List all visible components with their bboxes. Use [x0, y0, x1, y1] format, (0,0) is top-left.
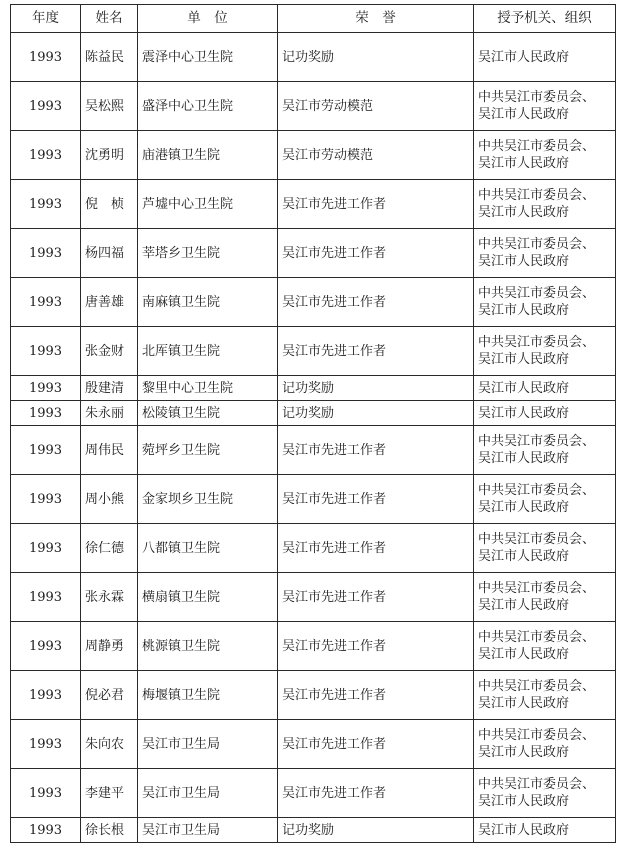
- cell-org: [474, 573, 616, 622]
- cell-name: 唐善雄: [81, 278, 138, 327]
- cell-unit: 南麻镇卫生院: [138, 278, 278, 327]
- cell-org: [474, 327, 616, 376]
- cell-unit: 吴江市卫生局: [138, 818, 278, 843]
- org-line: 中共吴江市委员会、: [478, 777, 596, 792]
- cell-year: 1993: [11, 131, 81, 180]
- cell-name: 周静勇: [81, 622, 138, 671]
- cell-name: 倪 桢: [81, 180, 138, 229]
- org-line: 中共吴江市委员会、: [478, 630, 596, 645]
- cell-unit: 北厍镇卫生院: [138, 327, 278, 376]
- cell-honor: 吴江市劳动模范: [278, 131, 474, 180]
- cell-name: 殷建清: [81, 376, 138, 401]
- cell-unit: 黎里中心卫生院: [138, 376, 278, 401]
- org-line: 中共吴江市委员会、: [478, 434, 596, 449]
- cell-name: 徐长根: [81, 818, 138, 843]
- cell-org: [474, 426, 616, 475]
- cell-year: 1993: [11, 573, 81, 622]
- cell-honor: 吴江市先进工作者: [278, 229, 474, 278]
- cell-year: 1993: [11, 229, 81, 278]
- org-line: 吴江市人民政府: [478, 696, 570, 711]
- cell-name: 杨四福: [81, 229, 138, 278]
- cell-year: 1993: [11, 524, 81, 573]
- cell-year: 1993: [11, 671, 81, 720]
- cell-name: 周小熊: [81, 475, 138, 524]
- cell-unit: 菀坪乡卫生院: [138, 426, 278, 475]
- cell-name: 张永霖: [81, 573, 138, 622]
- cell-org: [474, 769, 616, 818]
- table-row: [11, 278, 616, 327]
- cell-honor: 吴江市先进工作者: [278, 278, 474, 327]
- cell-unit: 松陵镇卫生院: [138, 401, 278, 426]
- header-name: 姓名: [81, 5, 138, 33]
- org-line: 中共吴江市委员会、: [478, 335, 596, 350]
- org-line: 吴江市人民政府: [478, 451, 570, 466]
- table-row: [11, 671, 616, 720]
- org-line: 吴江市人民政府: [478, 794, 570, 809]
- org-line: 中共吴江市委员会、: [478, 679, 596, 694]
- cell-org: [474, 278, 616, 327]
- cell-honor: 吴江市先进工作者: [278, 671, 474, 720]
- cell-honor: 吴江市先进工作者: [278, 180, 474, 229]
- cell-honor: 吴江市先进工作者: [278, 327, 474, 376]
- cell-org: [474, 33, 616, 82]
- org-line: 吴江市人民政府: [478, 107, 570, 122]
- cell-unit: 吴江市卫生局: [138, 720, 278, 769]
- cell-org: [474, 475, 616, 524]
- table-row: [11, 720, 616, 769]
- cell-name: 张金财: [81, 327, 138, 376]
- table-row: [11, 475, 616, 524]
- table-row: [11, 769, 616, 818]
- table-row: [11, 573, 616, 622]
- header-unit: 单 位: [138, 5, 278, 33]
- header-org: 授予机关、组织: [474, 5, 616, 33]
- table-body: [11, 33, 616, 843]
- org-line: 中共吴江市委员会、: [478, 90, 596, 105]
- cell-org: [474, 131, 616, 180]
- org-line: 吴江市人民政府: [478, 745, 570, 760]
- org-line: 吴江市人民政府: [478, 205, 570, 220]
- cell-unit: 震泽中心卫生院: [138, 33, 278, 82]
- cell-name: 李建平: [81, 769, 138, 818]
- cell-honor: 吴江市先进工作者: [278, 769, 474, 818]
- cell-name: 朱永丽: [81, 401, 138, 426]
- table-row: [11, 229, 616, 278]
- cell-org: [474, 180, 616, 229]
- cell-org: [474, 229, 616, 278]
- cell-honor: 吴江市先进工作者: [278, 720, 474, 769]
- org-line: 吴江市人民政府: [478, 156, 570, 171]
- org-line: 吴江市人民政府: [478, 822, 570, 838]
- cell-year: 1993: [11, 818, 81, 843]
- cell-unit: 庙港镇卫生院: [138, 131, 278, 180]
- cell-name: 陈益民: [81, 33, 138, 82]
- honors-table: [10, 4, 616, 843]
- cell-org: [474, 376, 616, 401]
- org-line: 吴江市人民政府: [478, 380, 570, 396]
- cell-honor: 吴江市先进工作者: [278, 524, 474, 573]
- org-line: 吴江市人民政府: [478, 254, 570, 269]
- table-row: [11, 131, 616, 180]
- org-line: 中共吴江市委员会、: [478, 532, 596, 547]
- cell-honor: 记功奖励: [278, 401, 474, 426]
- org-line: 中共吴江市委员会、: [478, 237, 596, 252]
- header-row: [11, 5, 616, 33]
- table-row: [11, 401, 616, 426]
- cell-org: [474, 401, 616, 426]
- cell-honor: 吴江市先进工作者: [278, 475, 474, 524]
- cell-honor: 吴江市先进工作者: [278, 573, 474, 622]
- org-line: 中共吴江市委员会、: [478, 286, 596, 301]
- cell-org: [474, 524, 616, 573]
- table-row: [11, 327, 616, 376]
- cell-org: [474, 622, 616, 671]
- cell-unit: 莘塔乡卫生院: [138, 229, 278, 278]
- header-year: 年度: [11, 5, 81, 33]
- cell-year: 1993: [11, 622, 81, 671]
- org-line: 中共吴江市委员会、: [478, 581, 596, 596]
- cell-unit: 八都镇卫生院: [138, 524, 278, 573]
- cell-year: 1993: [11, 769, 81, 818]
- cell-unit: 桃源镇卫生院: [138, 622, 278, 671]
- cell-org: [474, 671, 616, 720]
- cell-honor: 记功奖励: [278, 376, 474, 401]
- table-row: [11, 524, 616, 573]
- table-row: [11, 426, 616, 475]
- org-line: 吴江市人民政府: [478, 647, 570, 662]
- table-row: [11, 818, 616, 843]
- org-line: 中共吴江市委员会、: [478, 139, 596, 154]
- org-line: 中共吴江市委员会、: [478, 728, 596, 743]
- cell-year: 1993: [11, 401, 81, 426]
- cell-name: 周伟民: [81, 426, 138, 475]
- cell-honor: 记功奖励: [278, 33, 474, 82]
- table-row: [11, 33, 616, 82]
- cell-org: [474, 720, 616, 769]
- cell-org: [474, 82, 616, 131]
- cell-year: 1993: [11, 33, 81, 82]
- org-line: 吴江市人民政府: [478, 49, 570, 65]
- cell-year: 1993: [11, 327, 81, 376]
- cell-unit: 吴江市卫生局: [138, 769, 278, 818]
- cell-org: [474, 818, 616, 843]
- table-row: [11, 376, 616, 401]
- table-row: [11, 82, 616, 131]
- cell-honor: 吴江市先进工作者: [278, 622, 474, 671]
- cell-unit: 金家坝乡卫生院: [138, 475, 278, 524]
- header-honor: 荣 誉: [278, 5, 474, 33]
- cell-year: 1993: [11, 180, 81, 229]
- cell-year: 1993: [11, 376, 81, 401]
- cell-year: 1993: [11, 82, 81, 131]
- org-line: 中共吴江市委员会、: [478, 483, 596, 498]
- table-row: [11, 622, 616, 671]
- cell-unit: 芦墟中心卫生院: [138, 180, 278, 229]
- cell-name: 徐仁德: [81, 524, 138, 573]
- cell-honor: 吴江市劳动模范: [278, 82, 474, 131]
- cell-unit: 盛泽中心卫生院: [138, 82, 278, 131]
- cell-name: 倪必君: [81, 671, 138, 720]
- org-line: 吴江市人民政府: [478, 405, 570, 421]
- org-line: 吴江市人民政府: [478, 598, 570, 613]
- cell-year: 1993: [11, 278, 81, 327]
- cell-unit: 横扇镇卫生院: [138, 573, 278, 622]
- org-line: 吴江市人民政府: [478, 500, 570, 515]
- cell-unit: 梅堰镇卫生院: [138, 671, 278, 720]
- cell-honor: 吴江市先进工作者: [278, 426, 474, 475]
- org-line: 吴江市人民政府: [478, 352, 570, 367]
- org-line: 吴江市人民政府: [478, 549, 570, 564]
- cell-year: 1993: [11, 720, 81, 769]
- table-row: [11, 180, 616, 229]
- cell-name: 朱向农: [81, 720, 138, 769]
- cell-year: 1993: [11, 426, 81, 475]
- cell-name: 沈勇明: [81, 131, 138, 180]
- org-line: 吴江市人民政府: [478, 303, 570, 318]
- cell-year: 1993: [11, 475, 81, 524]
- cell-name: 吴松熙: [81, 82, 138, 131]
- cell-honor: 记功奖励: [278, 818, 474, 843]
- org-line: 中共吴江市委员会、: [478, 188, 596, 203]
